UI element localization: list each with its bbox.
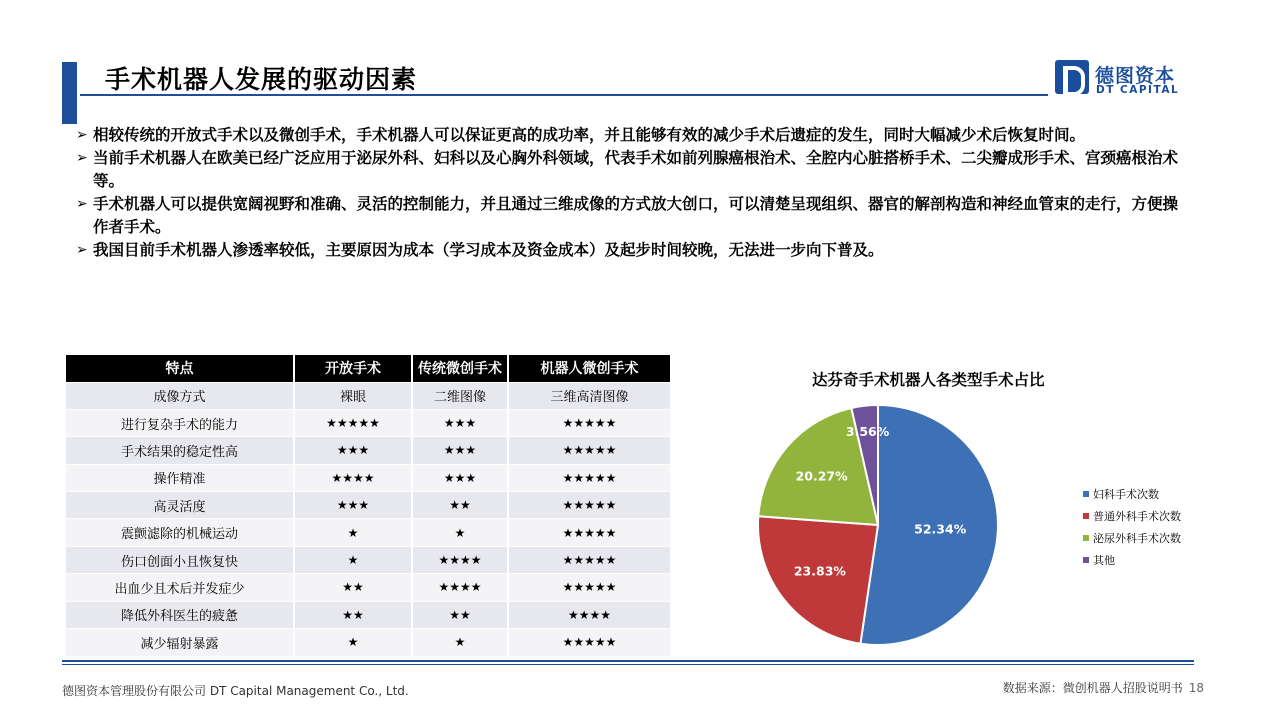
rating-cell: ★★★ (412, 409, 508, 436)
table-row (66, 492, 670, 519)
chart-legend (1083, 483, 1181, 571)
table-row (66, 546, 670, 573)
chart-title: 达芬奇手术机器人各类型手术占比 (812, 371, 1045, 389)
header-feature: 特点 (66, 355, 294, 382)
rating-cell: ★★ (412, 492, 508, 519)
pie-slice-label: 3.56% (845, 424, 890, 439)
header-traditional-minimally-invasive: 传统微创手术 (412, 355, 508, 382)
pie-slice (758, 516, 878, 644)
table-row (66, 629, 670, 656)
legend-swatch (1083, 557, 1089, 563)
legend-label: 泌尿外科手术次数 (1093, 532, 1181, 545)
pie-slice-label: 20.27% (795, 468, 848, 484)
legend-item (1083, 527, 1181, 549)
feature-cell: 高灵活度 (66, 492, 294, 519)
rating-cell: ★★★ (294, 437, 412, 464)
page-title: 手术机器人发展的驱动因素 (105, 65, 418, 94)
feature-cell: 成像方式 (66, 382, 294, 409)
header-open-surgery: 开放手术 (294, 355, 412, 382)
logo-name-en: DT CAPITAL (1096, 84, 1180, 96)
table-row (66, 574, 670, 601)
title-accent-bar (62, 62, 77, 124)
table-header-row (66, 355, 670, 382)
pie-slice-label: 23.83% (793, 563, 846, 579)
rating-cell: ★★★★ (508, 601, 670, 628)
legend-item (1083, 549, 1181, 571)
rating-cell: ★★★★★ (508, 409, 670, 436)
bullet-item: ➢ 手术机器人可以提供宽阔视野和准确、灵活的控制能力，并且通过三维成像的方式放大创口，可以清楚呈现组织、器官的解剖构造和神经血管束的走行，方便操作者手术。 (76, 195, 1179, 236)
rating-cell: ★★★ (412, 437, 508, 464)
rating-cell: ★★★★ (294, 464, 412, 491)
feature-cell: 进行复杂手术的能力 (66, 409, 294, 436)
bullet-arrow-icon: ➢ (76, 242, 88, 258)
legend-item (1083, 483, 1181, 505)
table-row (66, 601, 670, 628)
rating-cell: ★ (294, 546, 412, 573)
legend-swatch (1083, 491, 1089, 497)
rating-cell: ★ (294, 629, 412, 656)
legend-item (1083, 505, 1181, 527)
feature-cell: 手术结果的稳定性高 (66, 437, 294, 464)
legend-label: 普通外科手术次数 (1093, 510, 1181, 523)
table-row (66, 382, 670, 409)
footer-company: 德图资本管理股份有限公司 DT Capital Management Co., Ltd. (62, 684, 409, 698)
legend-label: 其他 (1093, 554, 1115, 567)
rating-cell: ★★★★★ (508, 574, 670, 601)
legend-label: 妇科手术次数 (1093, 488, 1159, 501)
logo-name-cn: 德图资本 (1095, 65, 1176, 87)
table-row (66, 409, 670, 436)
rating-cell: ★★★★★ (508, 629, 670, 656)
rating-cell: ★★★ (294, 492, 412, 519)
page-number: 18 (1188, 681, 1204, 695)
pie-slice-label: 52.34% (914, 521, 967, 537)
bullet-item: ➢ 我国目前手术机器人渗透率较低，主要原因为成本（学习成本及资金成本）及起步时间较晚，无法进一步向下普及。 (76, 239, 1186, 262)
bullet-item: ➢ 相较传统的开放式手术以及微创手术，手术机器人可以保证更高的成功率，并且能够有效的减少手术后遗症的发生，同时大幅减少术后恢复时间。 (76, 124, 1186, 147)
bullet-list (76, 124, 1186, 262)
table-row (66, 464, 670, 491)
rating-cell: ★ (412, 519, 508, 546)
feature-cell: 操作精准 (66, 464, 294, 491)
rating-cell: ★ (412, 629, 508, 656)
rating-cell: ★★★★★ (294, 409, 412, 436)
feature-cell: 震颤滤除的机械运动 (66, 519, 294, 546)
rating-cell: ★★★★ (412, 574, 508, 601)
rating-cell: ★★★★★ (508, 492, 670, 519)
legend-swatch (1083, 513, 1089, 519)
rating-cell: ★★★★★ (508, 464, 670, 491)
table-row (66, 519, 670, 546)
value-cell: 三维高清图像 (508, 382, 670, 409)
feature-cell: 伤口创面小且恢复快 (66, 546, 294, 573)
logo-d-icon (1055, 60, 1089, 94)
value-cell: 二维图像 (412, 382, 508, 409)
rating-cell: ★ (294, 519, 412, 546)
bullet-arrow-icon: ➢ (76, 150, 88, 166)
company-logo (1055, 60, 1180, 98)
bullet-item: ➢ 当前手术机器人在欧美已经广泛应用于泌尿外科、妇科以及心胸外科领域，代表手术如前列腺癌根治术、全腔内心脏搭桥手术、二尖瓣成形手术、宫颈癌根治术等。 (76, 149, 1179, 190)
rating-cell: ★★★★★ (508, 437, 670, 464)
footer-divider-thin (62, 664, 1194, 665)
rating-cell: ★★★ (412, 464, 508, 491)
title-divider (80, 94, 1048, 96)
footer-source (1003, 679, 1204, 696)
rating-cell: ★★★★ (412, 546, 508, 573)
table-row (66, 437, 670, 464)
pie-chart (740, 395, 1016, 655)
header-robotic-minimally-invasive: 机器人微创手术 (508, 355, 670, 382)
rating-cell: ★★★★★ (508, 546, 670, 573)
rating-cell: ★★ (412, 601, 508, 628)
footer-divider (62, 660, 1194, 662)
feature-cell: 降低外科医生的疲惫 (66, 601, 294, 628)
rating-cell: ★★ (294, 601, 412, 628)
feature-cell: 出血少且术后并发症少 (66, 574, 294, 601)
feature-cell: 减少辐射暴露 (66, 629, 294, 656)
bullet-arrow-icon: ➢ (76, 196, 88, 212)
rating-cell: ★★ (294, 574, 412, 601)
source-text: 数据来源：微创机器人招股说明书 (1002, 681, 1183, 695)
bullet-arrow-icon: ➢ (76, 127, 88, 143)
comparison-table (66, 355, 670, 656)
rating-cell: ★★★★★ (508, 519, 670, 546)
legend-swatch (1083, 535, 1089, 541)
value-cell: 裸眼 (294, 382, 412, 409)
